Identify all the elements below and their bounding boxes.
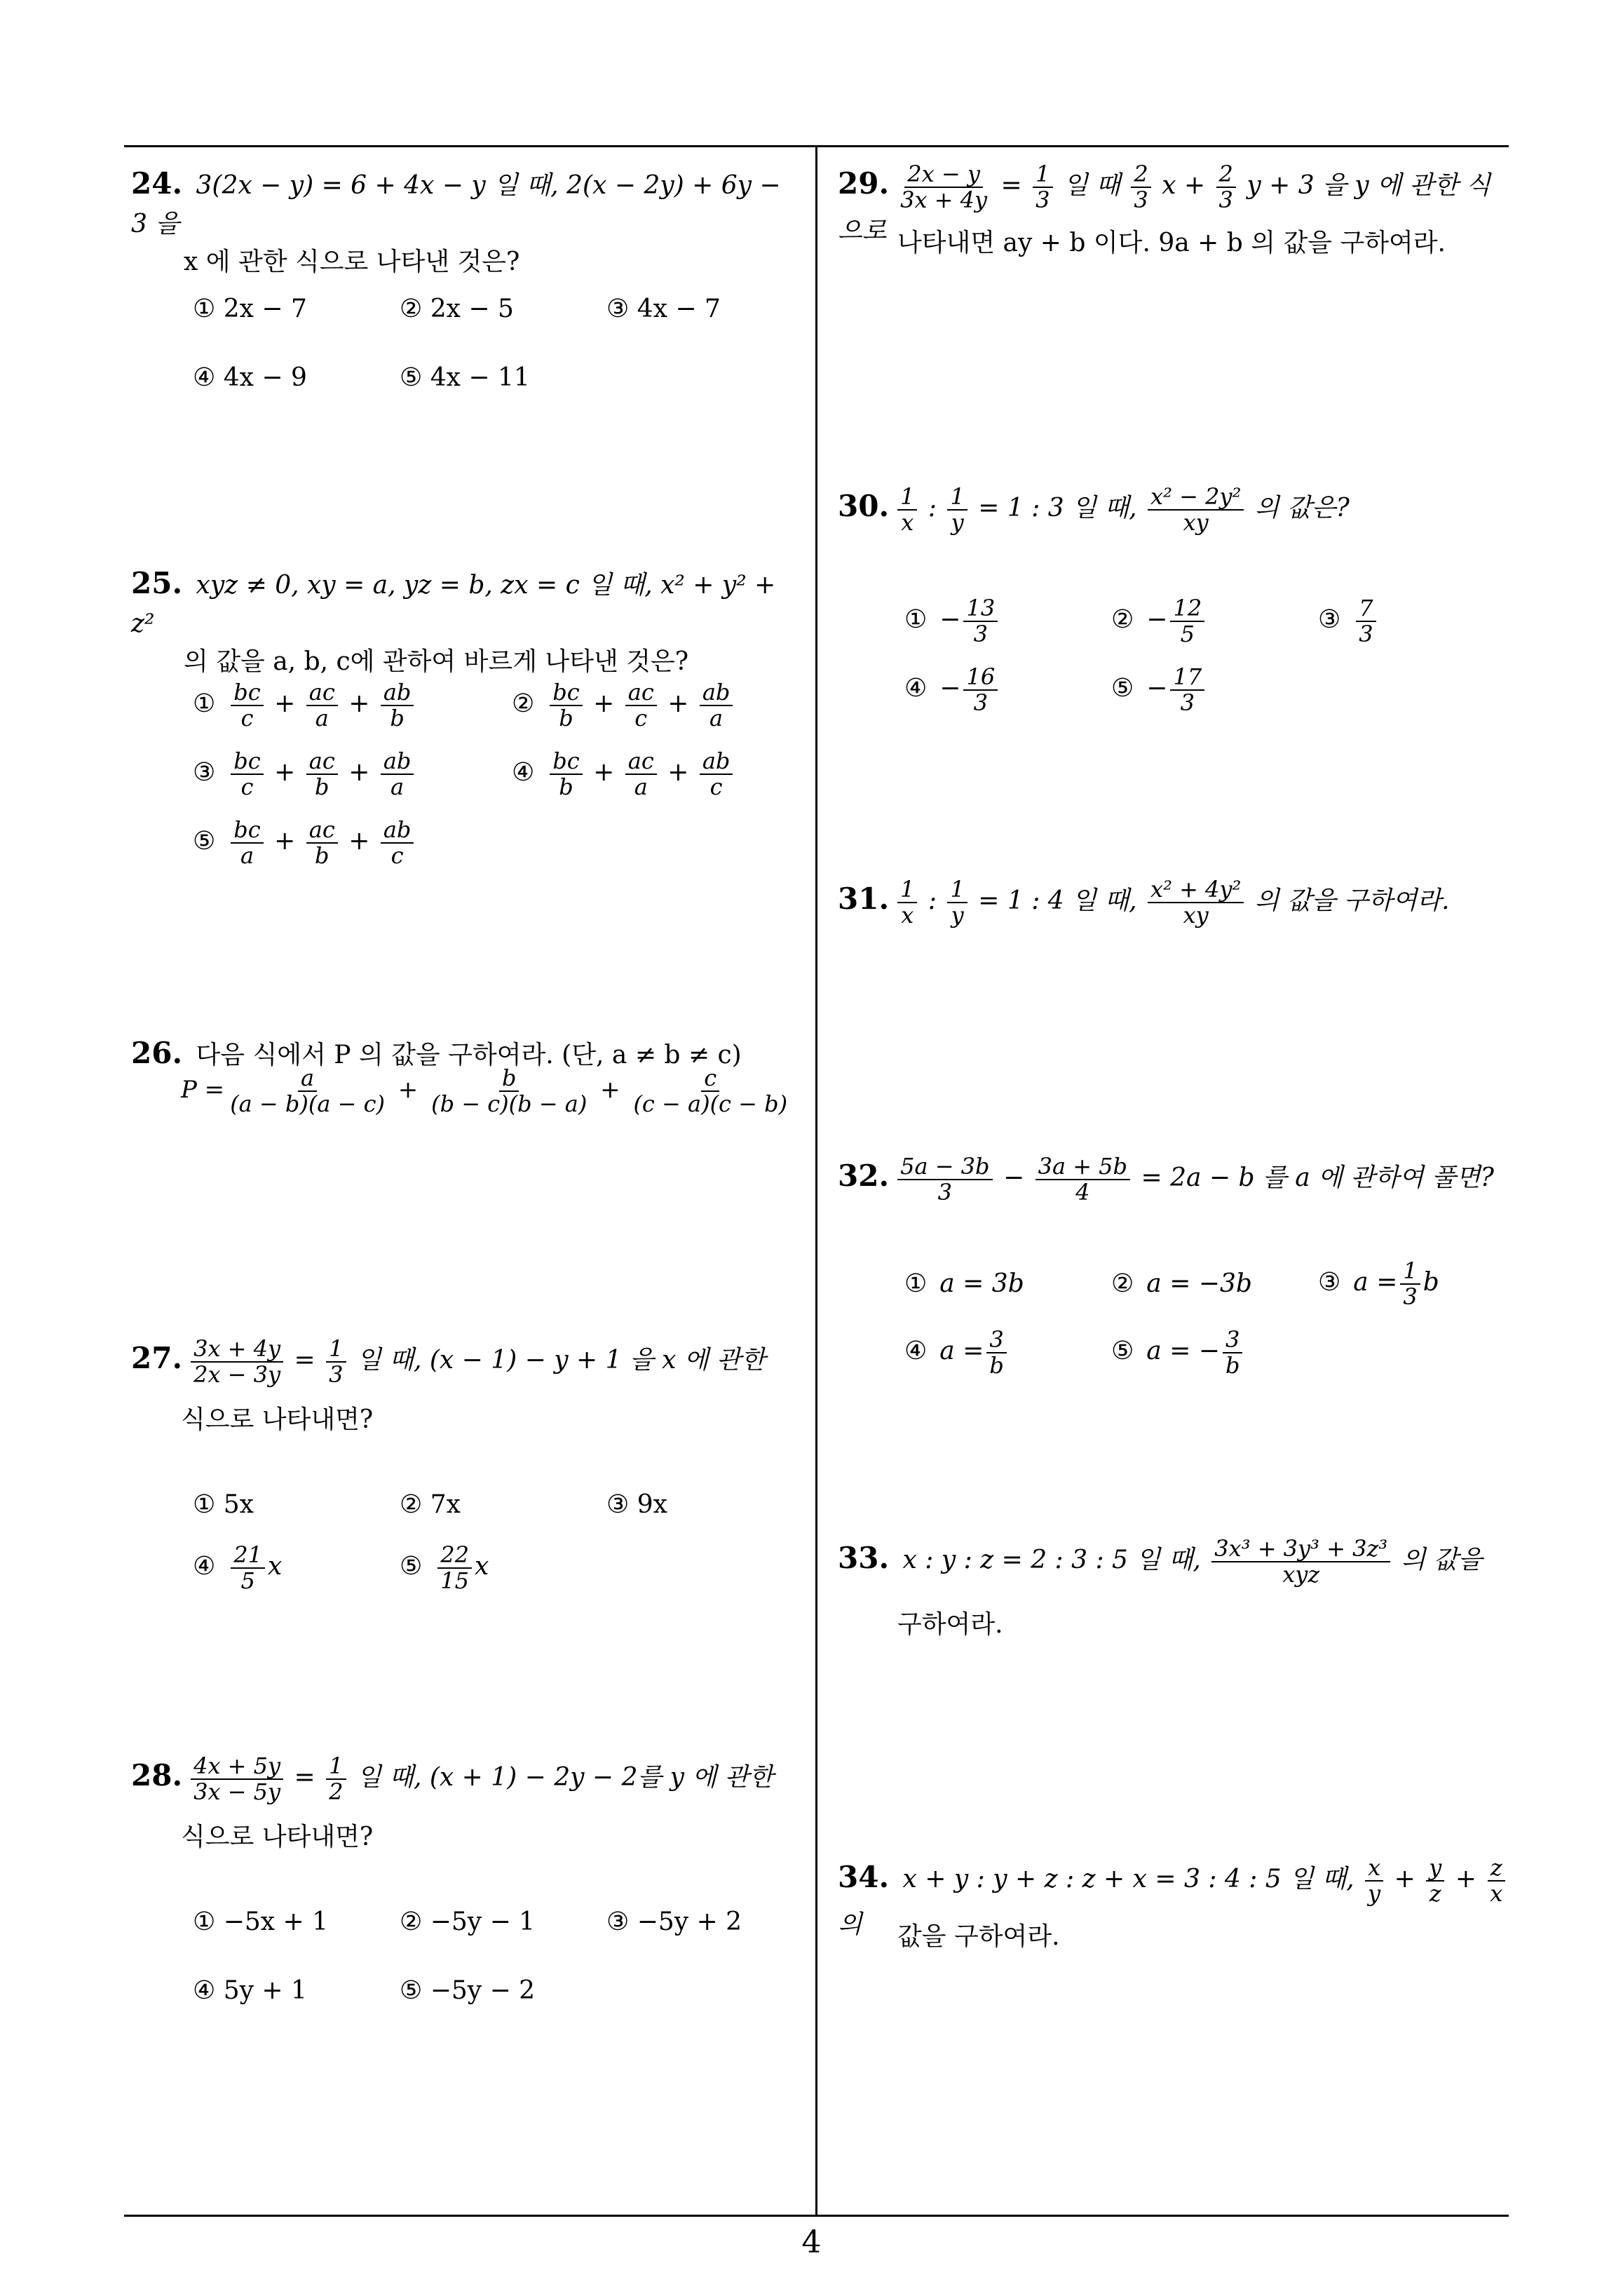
fraction xyxy=(700,749,733,799)
fraction xyxy=(1365,1853,1383,1907)
choice-mark: ② xyxy=(512,689,535,719)
problem-text: 일 때, (x + 1) − 2y − 2를 y 에 관한 xyxy=(348,1763,774,1792)
problem-text: 의 값을 xyxy=(1393,1546,1483,1574)
problem-text: 의 xyxy=(838,1910,862,1940)
numerator: 1 xyxy=(947,877,967,903)
problem-number: 26. xyxy=(131,1036,183,1070)
choice-3[interactable]: ③ −5y + 2 xyxy=(606,1907,742,1936)
fraction xyxy=(227,1066,388,1116)
denominator: x xyxy=(901,509,914,536)
choice-1[interactable] xyxy=(193,680,416,731)
fraction xyxy=(1170,665,1204,715)
fraction xyxy=(1035,1154,1130,1205)
denominator: 3 xyxy=(937,1179,952,1206)
fraction xyxy=(381,680,414,731)
numerator: 1 xyxy=(897,485,917,511)
math-text: b xyxy=(1422,1268,1439,1297)
problem-32 xyxy=(838,1154,1511,1205)
problem-number: 33. xyxy=(838,1541,890,1575)
choice-5[interactable]: ⑤ 4x − 11 xyxy=(400,363,530,392)
math-text: a = − xyxy=(1146,1337,1220,1366)
plus-sign: + xyxy=(585,758,623,788)
numerator: 1 xyxy=(326,1754,346,1780)
numerator: 5a − 3b xyxy=(897,1154,992,1180)
numerator: ab xyxy=(381,680,414,706)
denominator: a xyxy=(709,705,724,732)
denominator: c xyxy=(709,774,723,801)
column-divider xyxy=(815,145,817,2216)
fraction xyxy=(381,749,414,799)
problem-26-equation xyxy=(181,1066,793,1116)
fraction xyxy=(326,1337,346,1387)
fraction xyxy=(1148,877,1244,928)
choice-4[interactable] xyxy=(904,1328,1010,1378)
denominator: xyz xyxy=(1282,1561,1320,1588)
choice-5[interactable] xyxy=(1111,665,1207,715)
numerator: 3x + 4y xyxy=(191,1337,283,1363)
choice-4[interactable]: ④ 4x − 9 xyxy=(193,363,307,392)
numerator: 12 xyxy=(1170,596,1204,622)
numerator: 17 xyxy=(1170,665,1204,691)
problem-text: = 1 : 4 일 때, xyxy=(970,886,1146,915)
plus-sign: + xyxy=(340,827,378,856)
denominator: 3 xyxy=(1180,689,1195,717)
problem-text: x : y : z = 2 : 3 : 5 일 때, xyxy=(895,1546,1209,1574)
problem-27 xyxy=(131,1336,804,1387)
fraction xyxy=(550,680,582,731)
choice-5[interactable] xyxy=(1111,1328,1245,1378)
denominator: 5 xyxy=(1180,621,1195,648)
choice-mark: ② xyxy=(1111,605,1134,635)
choice-mark: ⑤ xyxy=(1111,1337,1134,1366)
fraction xyxy=(963,665,998,715)
choice-2[interactable]: ② 2x − 5 xyxy=(400,295,514,323)
choice-1[interactable]: ① −5x + 1 xyxy=(193,1907,329,1936)
equals-sign: = xyxy=(286,1763,324,1792)
problem-text: 구하여라. xyxy=(897,1610,1003,1639)
math-text: a = xyxy=(1353,1268,1398,1297)
fraction xyxy=(550,749,582,799)
denominator: xy xyxy=(1183,902,1209,928)
p-equals: P = xyxy=(181,1076,225,1105)
choice-mark: ③ xyxy=(1318,1268,1341,1297)
denominator: x xyxy=(1490,1880,1503,1907)
fraction xyxy=(231,680,263,731)
numerator: 1 xyxy=(1033,162,1052,188)
choice-mark: ④ xyxy=(193,1552,216,1581)
fraction xyxy=(1170,596,1204,647)
denominator: (c − a)(c − b) xyxy=(633,1090,788,1118)
numerator: 13 xyxy=(963,596,998,622)
plus-sign: + xyxy=(266,758,304,788)
choice-4[interactable] xyxy=(193,1543,282,1593)
plus-sign: + xyxy=(592,1076,628,1105)
problem-number: 28. xyxy=(131,1758,183,1792)
fraction xyxy=(1033,162,1052,212)
choice-4[interactable] xyxy=(904,665,1000,715)
problem-text: y + 3 을 y 에 관한 식으로 xyxy=(838,171,1491,246)
problem-33 xyxy=(838,1536,1511,1587)
denominator: x xyxy=(901,902,914,928)
minus-sign: − xyxy=(1146,605,1168,635)
numerator: a xyxy=(298,1066,317,1092)
numerator: 4x + 5y xyxy=(191,1754,283,1780)
problem-text: 값을 구하여라. xyxy=(897,1922,1060,1951)
fraction xyxy=(306,818,338,868)
denominator: 3 xyxy=(973,689,988,717)
choice-mark: ④ xyxy=(904,674,928,703)
equals-sign: = xyxy=(286,1346,324,1375)
numerator: 3 xyxy=(1223,1328,1242,1353)
choice-mark: ⑤ xyxy=(1111,674,1134,703)
choice-1[interactable]: ① 2x − 7 xyxy=(193,295,307,323)
choice-1[interactable] xyxy=(904,596,1000,647)
denominator: a xyxy=(315,705,329,732)
problem-text: 의 값을 구하여라. xyxy=(1247,886,1450,915)
denominator: a xyxy=(240,842,254,870)
fraction xyxy=(1223,1328,1242,1378)
math-text: x + xyxy=(1153,171,1214,200)
numerator: ac xyxy=(625,749,657,775)
choice-mark: ③ xyxy=(193,758,216,788)
choice-2[interactable] xyxy=(1111,1269,1252,1298)
denominator: 3x − 5y xyxy=(193,1778,281,1805)
numerator: bc xyxy=(231,818,263,844)
problem-31 xyxy=(838,877,1511,928)
choice-1[interactable] xyxy=(904,1269,1024,1298)
choice-4[interactable] xyxy=(512,749,735,799)
denominator: (b − c)(b − a) xyxy=(431,1090,588,1118)
denominator: b xyxy=(1225,1352,1240,1379)
denominator: a xyxy=(634,774,648,801)
problem-text: 나타내면 ay + b 이다. 9a + b 의 값을 구하여라. xyxy=(897,229,1446,257)
denominator: 3 xyxy=(1035,187,1050,213)
denominator: 2 xyxy=(329,1778,344,1805)
fraction xyxy=(381,818,414,868)
denominator: a xyxy=(391,774,405,801)
problem-text: 일 때 xyxy=(1055,171,1129,200)
plus-sign: + xyxy=(340,689,378,719)
denominator: 3 xyxy=(329,1361,344,1388)
choice-5[interactable] xyxy=(193,818,416,868)
fraction xyxy=(437,1543,472,1593)
fraction xyxy=(191,1337,283,1387)
problem-text: xyz ≠ 0, xy = a, yz = b, zx = c 일 때, x² + y² + z² xyxy=(131,571,776,638)
numerator: 2 xyxy=(1216,162,1236,188)
denominator: c xyxy=(240,705,254,732)
denominator: (a − b)(a − c) xyxy=(230,1090,385,1118)
choice-3[interactable]: ③ 4x − 7 xyxy=(606,295,721,323)
denominator: c xyxy=(634,705,648,732)
fraction xyxy=(231,749,263,799)
choice-mark: ⑤ xyxy=(193,827,216,856)
plus-sign: + xyxy=(659,758,697,788)
fraction xyxy=(947,877,967,928)
plus-sign: + xyxy=(659,689,697,719)
problem-number: 32. xyxy=(838,1159,890,1193)
problem-text: 의 값을 a, b, c에 관하여 바르게 나타낸 것은? xyxy=(184,647,689,676)
problem-text: = 1 : 3 일 때, xyxy=(970,494,1146,522)
numerator: ac xyxy=(306,749,338,775)
denominator: y xyxy=(951,902,964,928)
numerator: 22 xyxy=(437,1543,472,1569)
denominator: c xyxy=(391,842,404,870)
fraction xyxy=(306,680,338,731)
fraction xyxy=(191,1754,283,1804)
fraction xyxy=(1426,1853,1444,1907)
fraction xyxy=(897,877,917,928)
plus-sign: + xyxy=(340,758,378,788)
problem-33-line2 xyxy=(897,1606,1003,1644)
denominator: b xyxy=(989,1352,1004,1379)
choice-mark: ① xyxy=(904,1269,928,1298)
denominator: 4 xyxy=(1075,1179,1090,1206)
fraction xyxy=(231,818,263,868)
fraction xyxy=(1131,162,1150,212)
choice-2[interactable] xyxy=(1111,596,1207,647)
denominator: b xyxy=(390,705,405,732)
problem-text: 3(2x − y) = 6 + 4x − y 일 때, 2(x − 2y) + 6y − 3 을 xyxy=(131,171,781,238)
choice-mark: ① xyxy=(193,689,216,719)
choice-5[interactable]: ⑤ −5y − 2 xyxy=(400,1976,536,2005)
fraction xyxy=(1211,1534,1390,1588)
numerator: x² − 2y² xyxy=(1148,485,1244,511)
numerator: x xyxy=(1365,1856,1383,1882)
math-text: a = −3b xyxy=(1146,1269,1252,1298)
numerator: 21 xyxy=(231,1543,265,1569)
numerator: 1 xyxy=(326,1337,346,1363)
fraction xyxy=(326,1754,346,1804)
denominator: c xyxy=(240,774,254,801)
fraction xyxy=(1400,1259,1420,1309)
numerator: 16 xyxy=(963,665,998,691)
fraction xyxy=(625,749,657,799)
choice-mark: ③ xyxy=(1318,605,1341,635)
choice-3[interactable] xyxy=(1318,596,1379,647)
equals-sign: = xyxy=(993,171,1031,200)
math-text: a = xyxy=(939,1337,984,1366)
choice-2[interactable]: ② −5y − 1 xyxy=(400,1907,536,1936)
denominator: 5 xyxy=(240,1567,255,1595)
denominator: z xyxy=(1429,1880,1441,1907)
numerator: y xyxy=(1426,1856,1444,1882)
plus-sign: + xyxy=(585,689,623,719)
problem-text: = 2a − b 를 a 에 관하여 풀면? xyxy=(1133,1163,1494,1192)
denominator: b xyxy=(315,774,330,801)
fraction xyxy=(231,1543,265,1593)
choice-4[interactable]: ④ 5y + 1 xyxy=(193,1976,307,2005)
numerator: 2 xyxy=(1131,162,1150,188)
problem-text: x 에 관한 식으로 나타낸 것은? xyxy=(184,248,520,276)
fraction xyxy=(428,1066,590,1116)
problem-text: 다음 식에서 P 의 값을 구하여라. (단, a ≠ b ≠ c) xyxy=(196,1041,742,1069)
fraction xyxy=(625,680,657,731)
denominator: b xyxy=(559,774,573,801)
denominator: 3 xyxy=(1134,187,1148,213)
numerator: b xyxy=(499,1066,519,1092)
numerator: bc xyxy=(550,749,582,775)
math-text: x xyxy=(475,1552,489,1581)
fraction xyxy=(1148,482,1244,536)
fraction xyxy=(700,680,733,731)
problem-24 xyxy=(131,161,804,281)
numerator: 1 xyxy=(897,877,917,903)
math-text: x xyxy=(268,1552,283,1581)
problem-text: 식으로 나타내면? xyxy=(181,1405,374,1434)
plus-sign: + xyxy=(391,1076,426,1105)
page-number: 4 xyxy=(801,2224,822,2260)
numerator: bc xyxy=(231,680,263,706)
fraction xyxy=(630,1066,790,1116)
denominator: y xyxy=(1368,1880,1381,1907)
choice-mark: ① xyxy=(904,605,928,635)
denominator: 3 xyxy=(973,621,988,648)
problem-number: 34. xyxy=(838,1860,890,1894)
numerator: ac xyxy=(306,680,338,706)
choice-mark: ② xyxy=(1111,1269,1134,1298)
numerator: ab xyxy=(381,818,414,844)
numerator: 7 xyxy=(1356,596,1376,622)
minus-sign: − xyxy=(1146,674,1168,703)
numerator: x² + 4y² xyxy=(1148,877,1244,903)
minus-sign: − xyxy=(939,674,961,703)
problem-30 xyxy=(838,484,1511,535)
choice-1[interactable]: ① 5x xyxy=(193,1490,254,1519)
choice-mark: ④ xyxy=(904,1337,928,1366)
numerator: c xyxy=(701,1066,719,1092)
choice-2[interactable]: ② 7x xyxy=(400,1490,461,1519)
denominator: 3 xyxy=(1359,621,1373,648)
numerator: 3 xyxy=(986,1328,1006,1353)
numerator: 3a + 5b xyxy=(1035,1154,1130,1180)
bottom-rule xyxy=(124,2215,1509,2217)
problem-text: 식으로 나타내면? xyxy=(181,1823,374,1851)
choice-3[interactable]: ③ 9x xyxy=(606,1490,667,1519)
math-text: a = 3b xyxy=(939,1269,1024,1298)
choice-3[interactable] xyxy=(1318,1259,1439,1309)
denominator: y xyxy=(951,509,964,536)
numerator: ac xyxy=(625,680,657,706)
problem-text: 의 값은? xyxy=(1247,494,1350,522)
numerator: ab xyxy=(700,680,733,706)
problem-34-line2 xyxy=(897,1918,1060,1956)
plus-sign: + xyxy=(266,827,304,856)
choice-3[interactable] xyxy=(193,749,416,799)
problem-text: 일 때, (x − 1) − y + 1 을 x 에 관한 xyxy=(348,1346,766,1375)
denominator: xy xyxy=(1183,509,1209,536)
plus-sign: + xyxy=(1447,1865,1485,1893)
denominator: b xyxy=(559,705,573,732)
problem-29-line2 xyxy=(897,224,1446,262)
fraction xyxy=(947,482,967,536)
numerator: 2x − y xyxy=(904,162,983,188)
numerator: 3x³ + 3y³ + 3z³ xyxy=(1211,1537,1390,1562)
problem-number: 29. xyxy=(838,166,890,201)
fraction xyxy=(1216,162,1236,212)
colon: : xyxy=(920,494,945,522)
problem-number: 25. xyxy=(131,566,183,600)
problem-number: 30. xyxy=(838,489,890,523)
denominator: 3 xyxy=(1403,1283,1418,1311)
denominator: b xyxy=(315,842,330,870)
problem-number: 27. xyxy=(131,1341,183,1375)
plus-sign: + xyxy=(1386,1865,1424,1893)
numerator: 1 xyxy=(947,485,967,511)
problem-number: 31. xyxy=(838,882,890,916)
problem-number: 24. xyxy=(131,166,183,201)
problem-25 xyxy=(131,561,804,681)
choice-mark: ⑤ xyxy=(400,1552,423,1581)
fraction xyxy=(897,482,917,536)
fraction xyxy=(897,162,990,212)
denominator: 3 xyxy=(1218,187,1233,213)
choice-2[interactable] xyxy=(512,680,735,731)
fraction xyxy=(1356,596,1376,647)
denominator: 3x + 4y xyxy=(900,187,988,213)
plus-sign: + xyxy=(266,689,304,719)
numerator: 1 xyxy=(1400,1259,1420,1285)
problem-text: x + y : y + z : z + x = 3 : 4 : 5 일 때, xyxy=(895,1865,1363,1893)
numerator: bc xyxy=(231,749,263,775)
numerator: ac xyxy=(306,818,338,844)
fraction xyxy=(986,1328,1006,1378)
numerator: bc xyxy=(550,680,582,706)
fraction xyxy=(306,749,338,799)
choice-mark: ④ xyxy=(512,758,535,788)
fraction xyxy=(963,596,998,647)
problem-28 xyxy=(131,1753,804,1804)
problem-28-line2 xyxy=(181,1818,373,1856)
denominator: 15 xyxy=(440,1567,469,1595)
choice-5[interactable] xyxy=(400,1543,489,1593)
numerator: ab xyxy=(381,749,414,775)
colon: : xyxy=(920,886,945,915)
fraction xyxy=(1487,1853,1505,1907)
problem-27-line2 xyxy=(181,1401,373,1439)
fraction xyxy=(897,1154,992,1205)
denominator: 2x − 3y xyxy=(193,1361,281,1388)
numerator: z xyxy=(1488,1856,1505,1882)
minus-sign: − xyxy=(939,605,961,635)
minus-sign: − xyxy=(995,1163,1033,1192)
numerator: ab xyxy=(700,749,733,775)
